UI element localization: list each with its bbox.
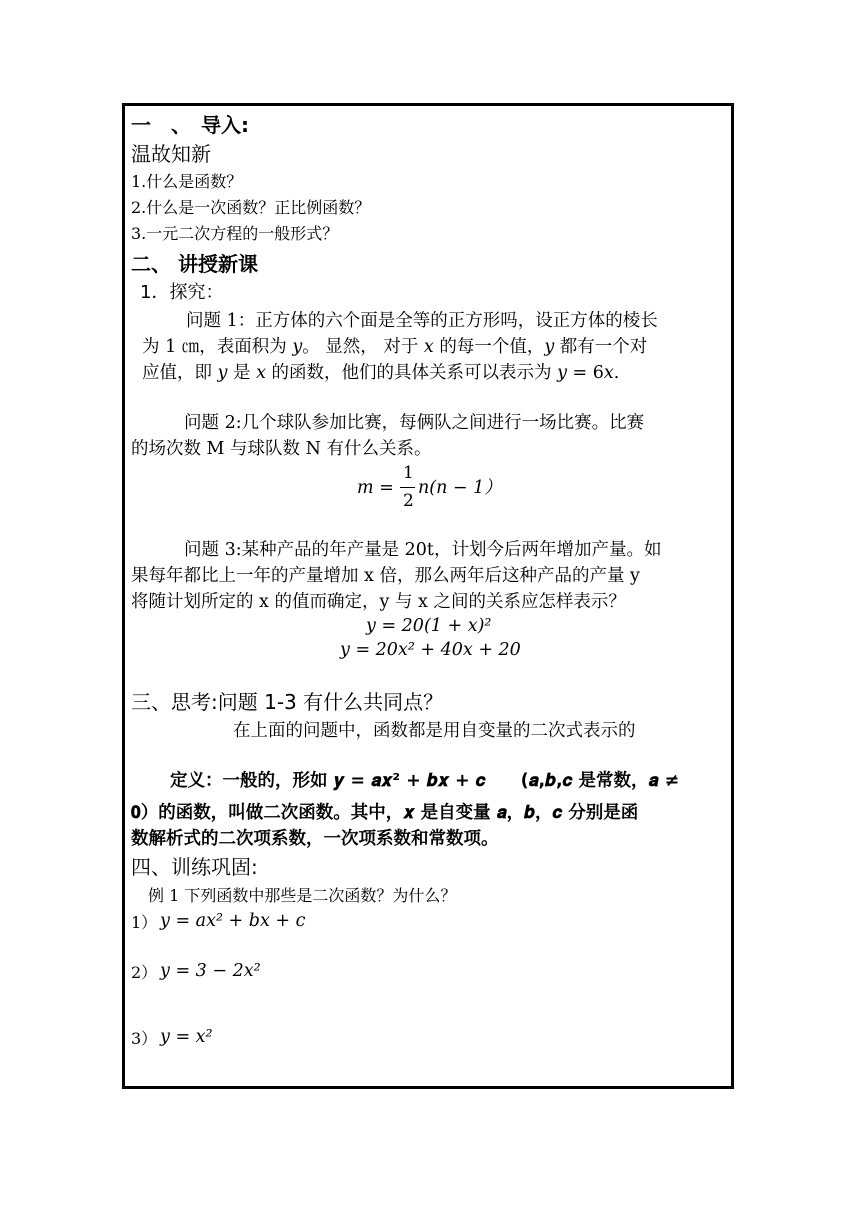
explore-heading: 1．探究： [140,282,224,303]
problem-3-line-2: 果每年都比上一年的产量增加 x 倍，那么两年后这种产品的产量 y [131,566,640,586]
problem-1-line-2: 为 1 ㎝，表面积为 𝑦。 显然， 对于 𝑥 的每一个值，𝑦 都有一个对 [142,337,648,357]
problem-3-line-1: 问题 3:某种产品的年产量是 20t，计划今后两年增加产量。如 [184,540,662,560]
fraction-bar [400,487,415,488]
problem-2-line-1: 问题 2:几个球队参加比赛，每俩队之间进行一场比赛。比赛 [184,413,645,433]
section-1-heading: 一 、 导入: [131,113,249,137]
exercise-2-expression: y = 3 − 2𝑥² [160,961,261,981]
common-point-answer: 在上面的问题中，函数都是用自变量的二次式表示的 [233,721,636,741]
problem-2-equation-right: n(n − 1） [418,478,502,498]
problem-1-line-3: 应值，即 𝑦 是 𝑥 的函数，他们的具体关系可以表示为 𝑦 = 6𝑥. [142,363,620,383]
problem-3-line-3: 将随计划所定的 x 的值而确定，y 与 x 之间的关系应怎样表示？ [131,592,626,612]
section-4-heading: 四、训练巩固: [131,855,258,879]
exercise-3-label: 3） [131,1029,158,1048]
definition-line-1: 定义：一般的，形如 𝒚 = 𝒂𝒙² + 𝒃𝒙 + 𝒄 (𝒂,𝒃,𝒄 是常数，𝒂 ≠ [170,771,680,791]
problem-2-line-2: 的场次数 M 与球队数 N 有什么关系。 [131,439,432,459]
definition-line-2: 𝟎）的函数，叫做二次函数。其中，𝒙 是自变量 𝒂，𝒃，𝒄 分别是函 [131,803,639,823]
review-question-3: 3.一元二次方程的一般形式？ [131,224,339,243]
problem-3-equation-2: y = 20x² + 40x + 20 [340,640,521,660]
definition-line-3: 数解析式的二次项系数，一次项系数和常数项。 [131,829,499,849]
section-1-subheading: 温故知新 [131,142,211,166]
exercise-1-expression: 𝑦 = 𝑎𝑥² + 𝑏𝑥 + 𝑐 [160,911,306,931]
exercise-1-label: 1） [131,913,158,932]
fraction-numerator: 1 [403,463,414,483]
section-3-heading: 三、思考:问题 1-3 有什么共同点？ [131,690,444,714]
review-question-2: 2.什么是一次函数？正比例函数？ [131,198,371,217]
problem-1-line-1: 问题 1：正方体的六个面是全等的正方形吗，设正方体的棱长 [186,311,658,331]
problem-3-equation-1: y = 20(1 + x)² [366,616,492,636]
exercise-2-label: 2） [131,963,158,982]
section-2-heading: 二、 讲授新课 [131,252,258,276]
review-question-1: 1.什么是函数？ [131,172,243,191]
exercise-3-expression: y = 𝑥² [160,1027,213,1047]
fraction-denominator: 2 [403,491,414,511]
problem-2-equation-left: m = [357,478,394,498]
example-1-prompt: 例 1 下列函数中那些是二次函数？为什么？ [148,886,457,905]
